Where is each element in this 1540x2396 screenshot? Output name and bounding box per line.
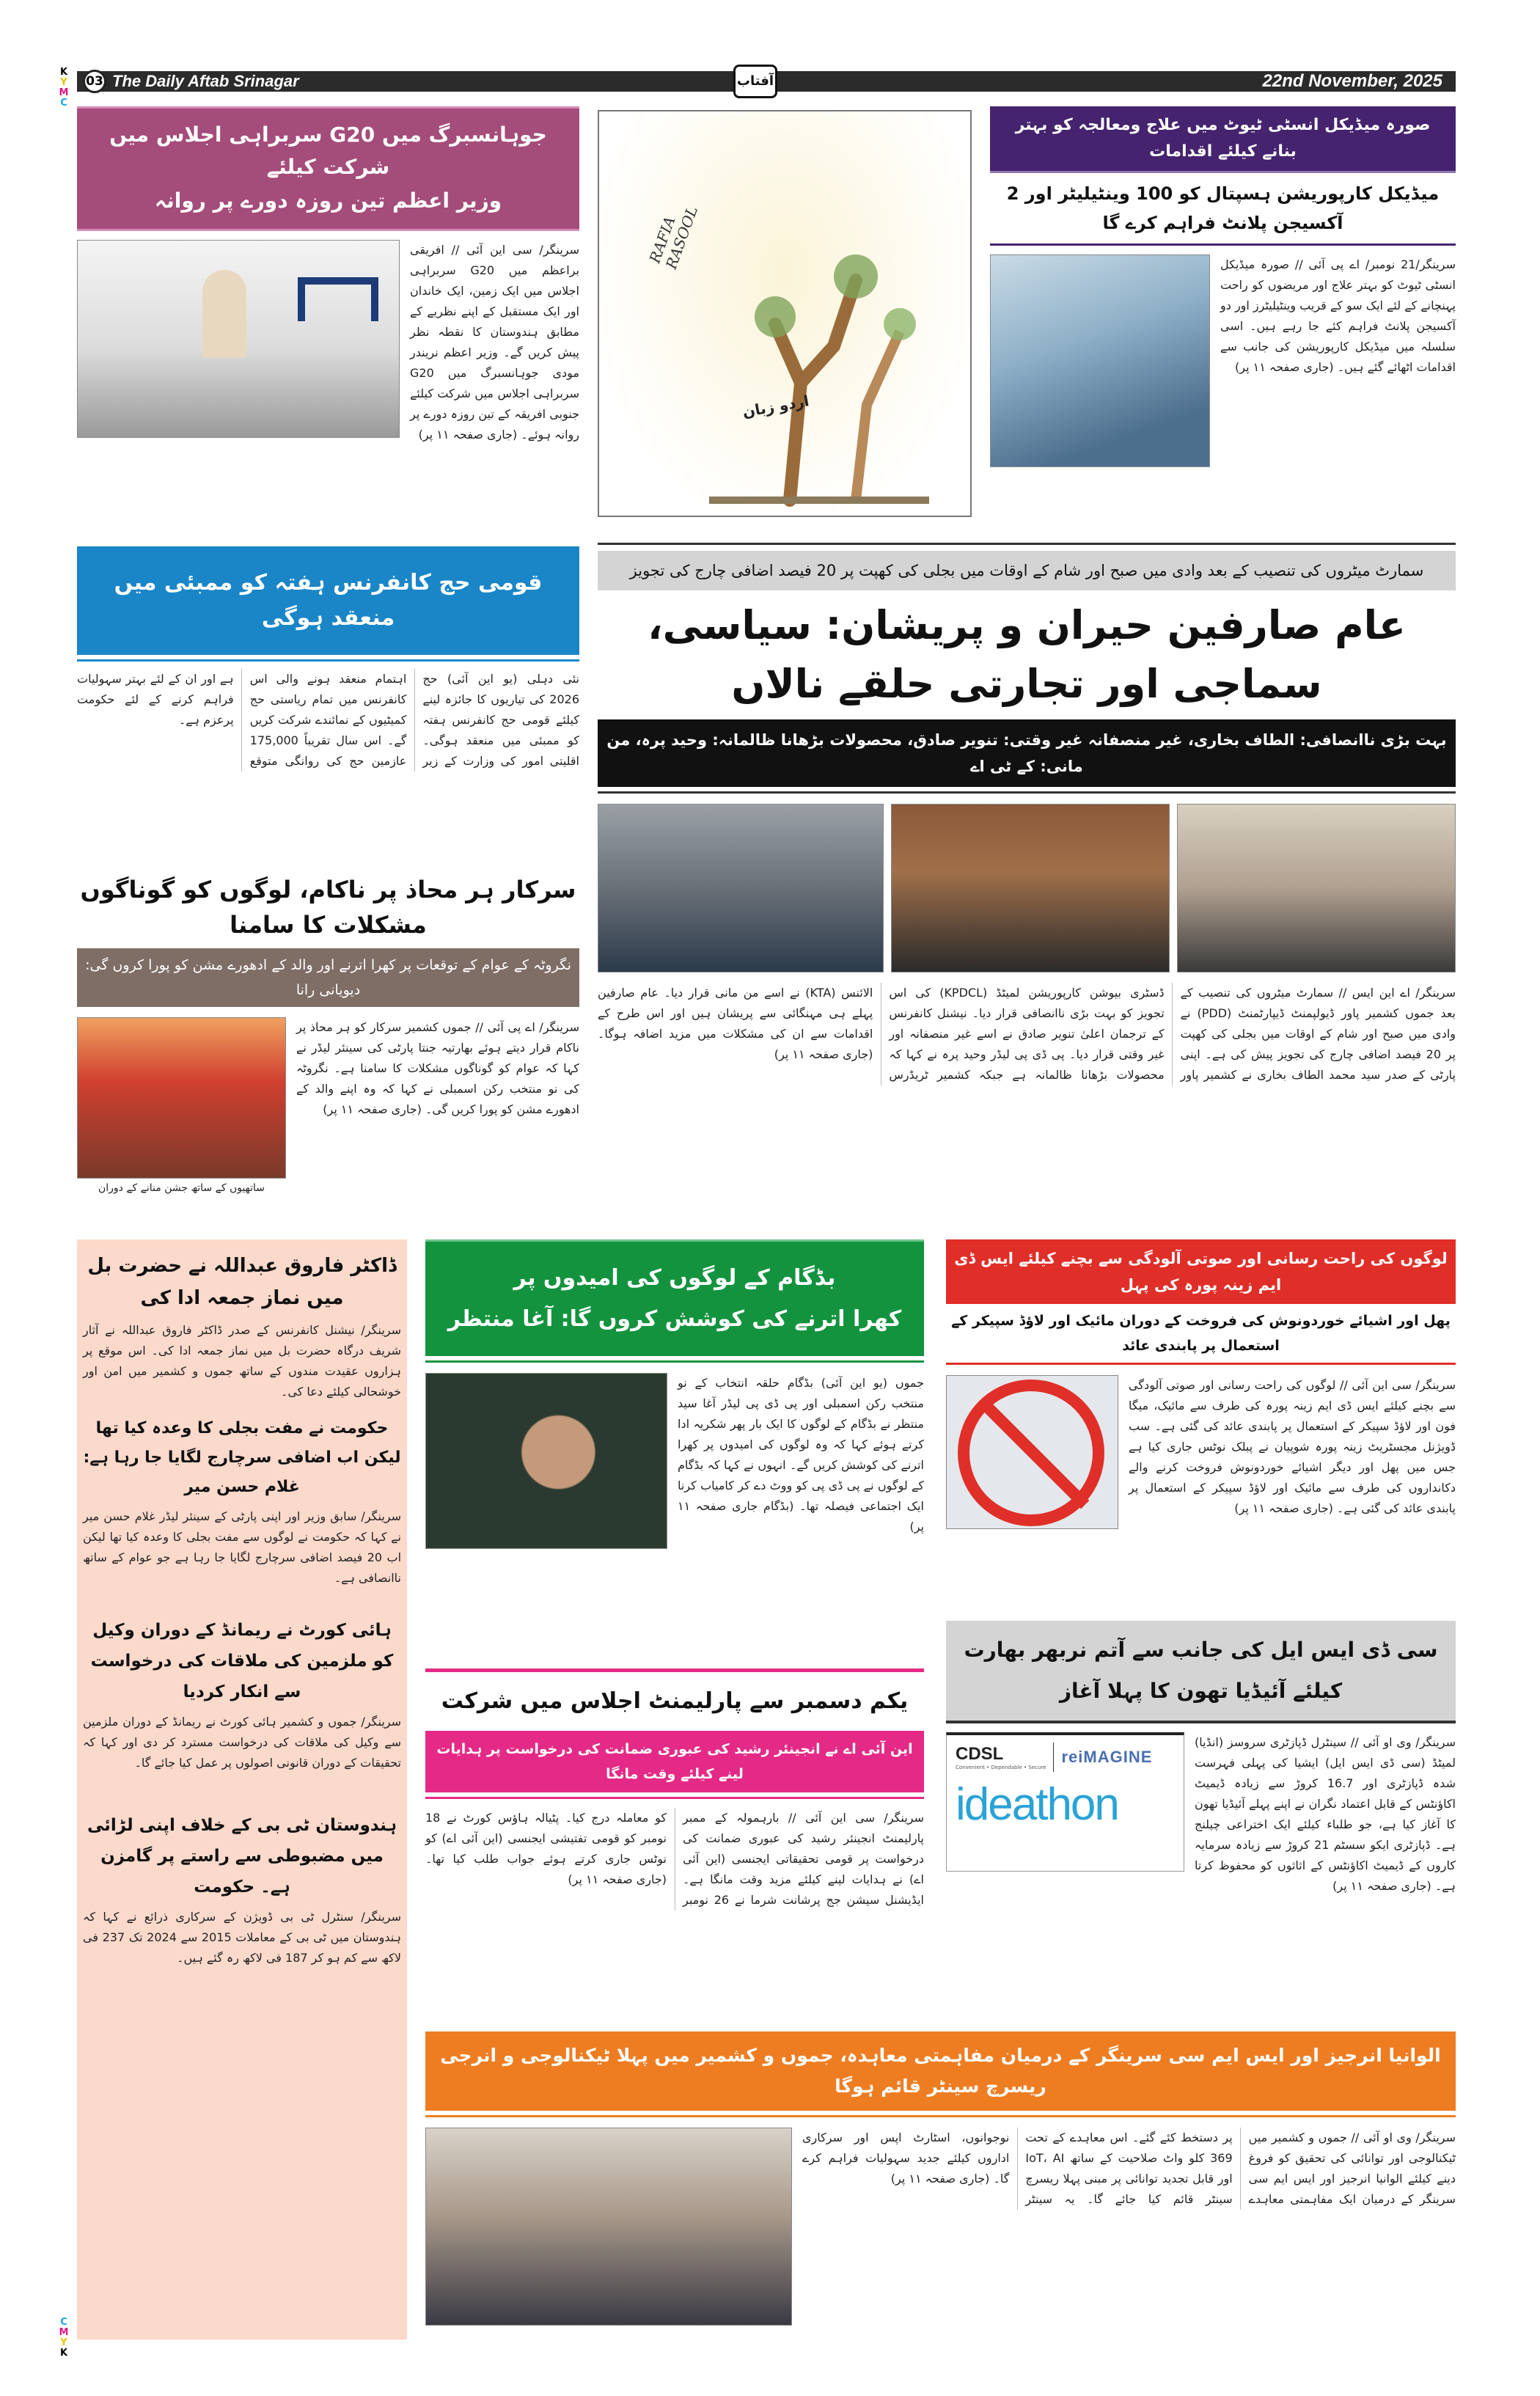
photo-waheed-parra [598, 804, 884, 972]
photo-altaf-bukhari [1177, 804, 1456, 972]
headline: کھرا اترنے کی کوشش کروں گا: آغا منتظر [447, 1306, 902, 1332]
article-rana [77, 869, 579, 1198]
headline-box: لوگوں کی راحت رسانی اور صوتی آلودگی سے بچنے کیلئے ایس ڈی ایم زینہ پورہ کی پہل [946, 1239, 1456, 1304]
headline-box: قومی حج کانفرنس ہفتہ کو ممبئی میں منعقد ہوگی [77, 546, 579, 655]
subheadline-box: این آئی اے نے انجینئر رشید کی عبوری ضمانت کی درخواست پر ہدایات لینے کیلئے وقت مانگا [425, 1731, 924, 1792]
headline: یکم دسمبر سے پارلیمنٹ اجلاس میں شرکت [441, 1688, 909, 1714]
photo-mou-signing [425, 2128, 792, 2326]
article-body: سرینگر/ سابق وزیر اور اپنی پارٹی کے سینئر لیڈر غلام حسن میر نے کہا کہ حکومت نے لوگوں سے مفت بجلی کا وعدہ کیا تھا لیکن اب 20 فیصد اضافی سرچارج لگایا جا رہا ہے جو عوام کے ساتھ ناانصافی ہے۔ [83, 1509, 402, 1585]
kicker-box: سمارٹ میٹروں کی تنصیب کے بعد وادی میں صبح اور شام کے اوقات میں بجلی کی کھپت پر 20 فیصد اضافی چارج کی تجویز [598, 551, 1456, 590]
article-body: سرینگر/ وی او آئی // جموں و کشمیر میں ٹیکنالوجی اور توانائی کی تحقیق کو فروغ دینے کیلئے الوانیا انرجیز اور ایس ایم سی سرینگر کے درمیان ایک مفاہمتی معاہدے پر دستخط کئے گئے۔ اس معاہدے کے تحت 369 کلو واٹ صلاحیت کے ساتھ IoT، AI اور قابل تجدید توانائی پر مبنی پہلا ریسرچ سینٹر قائم کیا جائے گا۔ یہ سینٹر نوجوانوں، اسٹارٹ اپس اور سرکاری اداروں کیلئے جدید سہولیات فراہم کرے گا۔ (جاری صفحہ ۱۱ پر) [802, 2131, 1456, 2206]
registration-mark: K Y M C [59, 67, 69, 109]
article-g20 [77, 106, 579, 445]
headline: ہندوستان ٹی بی کے خلاف اپنی لڑائی میں مضبوطی سے راستے پر گامزن ہے۔ حکومت [87, 1816, 397, 1897]
article-body: نئی دہلی (یو این آئی) حج 2026 کی تیاریوں کا جائزہ لینے کیلئے قومی حج کانفرنس ہفتہ کو ممبئی میں منعقد ہوگی۔ اقلیتی امور کی وزارت کے زیر اہتمام منعقد ہونے والی اس کانفرنس میں تمام ریاستی حج کمیٹیوں کے نمائندے شرکت کریں گے۔ اس سال تقریباً 175,000 عازمین حج کی روانگی متوقع ہے اور ان کے لئے بہتر سہولیات فراہم کرنے کے لئے حکومت پرعزم ہے۔ [77, 672, 579, 768]
tree-illustration [709, 236, 929, 508]
cartoonist-signature: RAFIA RASOOL [645, 203, 702, 271]
article-body: سرینگر/ اے پی آئی // جموں کشمیر سرکار کو ہر محاذ پر ناکام قرار دیتے ہوئے بھارتیہ جنتا پارٹی کی سینئر لیڈر نے کہا کہ عوام کو گوناگوں مشکلات کا سامنا ہے۔ نگروٹہ کی نو منتخب رکن اسمبلی نے کہا کہ وہ اپنے والد کے ادھورے مشن کو پورا کریں گی۔ (جاری صفحہ ۱۱ پر) [296, 1020, 579, 1116]
subheadline: پھل اور اشیائے خوردونوش کی فروخت کے دوران مائیک اور لاؤڈ سپیکر کے استعمال پر پابندی عائد [946, 1304, 1456, 1365]
article-body: سرینگر/ سی این آئی // لوگوں کی راحت رسانی اور صوتی آلودگی سے بچنے کیلئے ایس ڈی ایم زینہ پورہ کی طرف سے مائیک، میگا فون اور لاؤڈ سپیکر کے استعمال پر پابندی عائد کی گئی ہے۔ سب ڈویژنل مجسٹریٹ زینہ پورہ شوپیان نے پبلک نوٹس جاری کیا ہے جس میں پھل اور دیگر اشیائے خوردونوش فروخت کرنے والے دکانداروں کی طرف سے مائیک اور لاؤڈ سپیکر کے استعمال پر پابندی عائد کی گئی ہے۔ (جاری صفحہ ۱۱ پر) [1129, 1378, 1456, 1515]
headline-box: الوانیا انرجیز اور ایس ایم سی سرینگر کے درمیان مفاہمتی معاہدہ، جموں و کشمیر میں پہلا ٹیکنالوجی و انرجی ریسرچ سینٹر قائم ہوگا [425, 2032, 1456, 2111]
headline: ڈاکٹر فاروق عبداللہ نے حضرت بل میں نماز جمعہ ادا کی [87, 1255, 397, 1309]
article-loudspeaker [946, 1239, 1456, 1529]
lead-story [598, 543, 1456, 1085]
page-number: 03 [83, 70, 106, 93]
article-body: سرینگر/ جموں و کشمیر ہائی کورٹ نے ریمانڈ کے دوران ملزمین سے وکیل کی ملاقات کی درخواست مسترد کر دی اور کہا کہ تحقیقات کے دوران قانونی اصولوں پر عمل کیا جائے گا۔ [83, 1715, 401, 1770]
article-body: سرینگر/ سنٹرل ٹی بی ڈویژن کے سرکاری ذرائع نے کہا کہ ہندوستان میں ٹی بی کے معاملات 2015 سے 2024 تک 237 فی لاکھ سے کم ہو کر 187 فی لاکھ رہ گئے ہیں۔ [83, 1910, 401, 1965]
paper-name: The Daily Aftab Srinagar [112, 72, 299, 90]
headline: وزیر اعظم تین روزہ دورے پر روانہ [154, 188, 502, 213]
registration-mark: C M Y K [59, 2317, 69, 2359]
article-hajj [77, 546, 579, 772]
article-body: سرینگر/ اے این ایس // سمارٹ میٹروں کی تنصیب کے بعد جموں کشمیر پاور ڈیولپمنٹ ڈیپارٹمنٹ (PDD) نے وادی میں صبح اور شام کے اوقات میں بجلی کی کھپت پر 20 فیصد اضافی چارج کی تجویز پیش کی ہے۔ اپنی پارٹی کے صدر سید محمد الطاف بخاری نے کشمیر پاور ڈسٹری بیوشن کارپوریشن لمیٹڈ (KPDCL) کی اس تجویز کو بہت بڑی ناانصافی قرار دیا۔ نیشنل کانفرنس کے ترجمان اعلیٰ تنویر صادق نے اسے غیر منصفانہ اور غیر وقتی قرار دیا۔ پی ڈی پی لیڈر وحید پرہ نے کہا کہ محصولات بڑھانا ظالمانہ ہے جبکہ کشمیر ٹریڈرس الائنس (KTA) نے اسے من مانی قرار دیا۔ عام صارفین پہلے ہی مہنگائی سے پریشان ہیں اور اس طرح کے اقدامات سے ان کی مشکلات میں مزید اضافہ ہوگا۔ (جاری صفحہ ۱۱ پر) [598, 986, 1456, 1082]
article-research-centre [425, 2032, 1456, 2326]
article-budgam [425, 1239, 924, 1549]
article-engineer-rashid [425, 1668, 924, 1910]
headline-box [946, 1621, 1456, 1723]
ideathon-logo: ideathon [956, 1779, 1118, 1830]
headline: ہائی کورٹ نے ریمانڈ کے دوران وکیل کو ملزمین کی ملاقات کی درخواست سے انکار کردیا [90, 1621, 394, 1701]
headline-box: صورہ میڈیکل انسٹی ٹیوٹ میں علاج ومعالجہ کو بہتر بنانے کیلئے اقدامات [990, 106, 1456, 173]
cdsl-ideathon-ad [946, 1732, 1184, 1872]
headline: سرکار ہر محاذ پر ناکام، لوگوں کو گوناگوں مشکلات کا سامنا [80, 876, 576, 939]
photo-hospital-ward [990, 254, 1210, 467]
article-body: سرینگر/21 نومبر/ اے پی آئی // صورہ میڈیکل انسٹی ٹیوٹ کو بہتر علاج اور مریضوں کو راحت پہنچانے کے لئے ایک سو کے قریب وینٹیلیٹرز اور دو آکسیجن پلانٹ فراہم کئے جا رہے ہیں۔ اسی سلسلہ میں میڈیکل کارپوریشن کی جانب سے اقدامات اٹھائے گئے ہیں۔ (جاری صفحہ ۱۱ پر) [1220, 257, 1456, 374]
subheadline-box: نگروٹہ کے عوام کے توقعات پر کھرا اترنے اور والد کے ادھورے مشن کو پورا کروں گی: دیویانی رانا [77, 948, 579, 1007]
cartoon [598, 110, 972, 517]
deck-box: بہت بڑی ناانصافی: الطاف بخاری، غیر منصفانہ غیر وقتی: تنویر صادق، محصولات بڑھانا ظالمانہ: وحید پرہ، من مانی: کے ٹی اے [598, 719, 1456, 787]
article-soura [990, 106, 1456, 467]
headline: حکومت نے مفت بجلی کا وعدہ کیا تھا [95, 1419, 389, 1437]
photo-caption: ساتھیوں کے ساتھ جشن منانے کے دوران [98, 1182, 265, 1194]
headline-box [425, 1239, 924, 1356]
peach-column [77, 1239, 407, 2340]
headline-box [77, 106, 579, 231]
headline: کیلئے آئیڈیا تھون کا پہلا آغاز [1059, 1679, 1343, 1703]
headline: لیکن اب اضافی سرچارج لگایا جا رہا ہے: غلام حسن میر [83, 1448, 401, 1496]
article-body: سرینگر/ نیشنل کانفرنس کے صدر ڈاکٹر فاروق عبداللہ نے آثار شریف درگاہ حضرت بل میں نماز جمعہ ادا کی۔ اس موقع پر ہزاروں عقیدت مندوں کے ساتھ جموں و کشمیر میں امن اور خوشحالی کیلئے دعا کی۔ [83, 1323, 401, 1399]
photo-tanvir-sadiq [891, 804, 1170, 972]
article-cdsl [946, 1621, 1456, 1897]
reimagine-logo: reiMAGINE [1061, 1748, 1153, 1766]
photo-aga-muntazir [425, 1373, 667, 1549]
photo-devyani-rana [77, 1017, 286, 1179]
headline: سی ڈی ایس ایل کی جانب سے آتم نربھر بھارت [964, 1638, 1438, 1662]
headline: جوہانسبرگ میں G20 سربراہی اجلاس میں شرکت کیلئے [109, 122, 547, 179]
photo-modi-aircraft [77, 240, 400, 438]
issue-date: 22nd November, 2025 [1262, 71, 1442, 91]
cartoon-label: اردو زبان [741, 392, 811, 421]
subheadline: میڈیکل کارپوریشن ہسپتال کو 100 وینٹیلیٹر اور 2 آکسیجن پلانٹ فراہم کرے گا [990, 173, 1456, 246]
article-body: سرینگر/ سی این آئی // بارہمولہ کے ممبر پارلیمنٹ انجینئر رشید کی عبوری ضمانت کی درخواست پر قومی تحقیقاتی ایجنسی (این آئی اے) نے ہدایات لینے کیلئے مزید وقت مانگا ہے۔ ایڈیشنل سیشن جج پرشانت شرما نے 26 نومبر کو معاملہ درج کیا۔ پٹیالہ ہاؤس کورٹ نے 18 نومبر کو قومی تفتیشی ایجنسی (این آئی اے) کو نوٹس جاری کرتے ہوئے جواب طلب کیا تھا۔ (جاری صفحہ ۱۱ پر) [425, 1811, 925, 1907]
cdsl-logo: CDSL [956, 1744, 1004, 1764]
masthead-logo: آفتاب [733, 65, 777, 98]
article-body: جموں (یو این آئی) بڈگام حلقہ انتخاب کے نو منتخب رکن اسمبلی اور پی ڈی پی لیڈر آغا سید منتظر نے بڈگام کے لوگوں کا ایک بار پھر شکریہ ادا کرتے ہوئے کہا کہ وہ لوگوں کی امیدوں پر کھرا اترنے کی کوشش کریں گے۔ انہوں نے کہا کہ بڈگام کے لوگوں نے پی ڈی پی کو ووٹ دے کر کامیاب کرنا ایک اجتماعی فیصلہ تھا۔ (بڈگام جاری صفحہ ۱۱ پر) [678, 1376, 924, 1534]
cdsl-tagline: Convenient • Dependable • Secure [956, 1765, 1046, 1770]
lead-headline: عام صارفین حیران و پریشان: سیاسی، سماجی اور تجارتی حلقے نالاں [648, 602, 1406, 707]
article-body: سرینگر/ سی این آئی // افریقی براعظم میں G20 سربراہی اجلاس میں ایک زمین، ایک خاندان اور ایک مستقبل کے اپنے نظریے کے مطابق ہندوستان کا نقطہ نظر پیش کریں گے۔ وزیر اعظم نریندر مودی جوہانسبرگ میں G20 سربراہی اجلاس میں شرکت کیلئے جنوبی افریقہ کے تین روزہ دورے پر روانہ ہوئے۔ (جاری صفحہ ۱۱ پر) [410, 243, 580, 442]
article-body: سرینگر/ وی او آئی // سینٹرل ڈپازٹری سروسز (انڈیا) لمیٹڈ (سی ڈی ایس ایل) ایشیا کی پہلی فہرست شدہ ڈپازٹری اور 16.7 کروڑ سے زیادہ ڈیمیٹ اکاؤنٹس کے قابل اعتماد نگران نے اپنے پہلے آئیڈیا تھون کا آغاز کیا ہے، جو طلباء کیلئے ایک اختراعی چیلنج ہے۔ ڈپازٹری ایکو سسٹم 21 کروڑ سے زیادہ سرمایہ کاروں کے ڈیمیٹ اکاؤنٹس کے اثاثوں کو محفوظ کرتا ہے۔ (جاری صفحہ ۱۱ پر) [1195, 1735, 1456, 1893]
photo-loudspeaker-ban [946, 1375, 1118, 1529]
headline: بڈگام کے لوگوں کی امیدوں پر [513, 1265, 836, 1291]
